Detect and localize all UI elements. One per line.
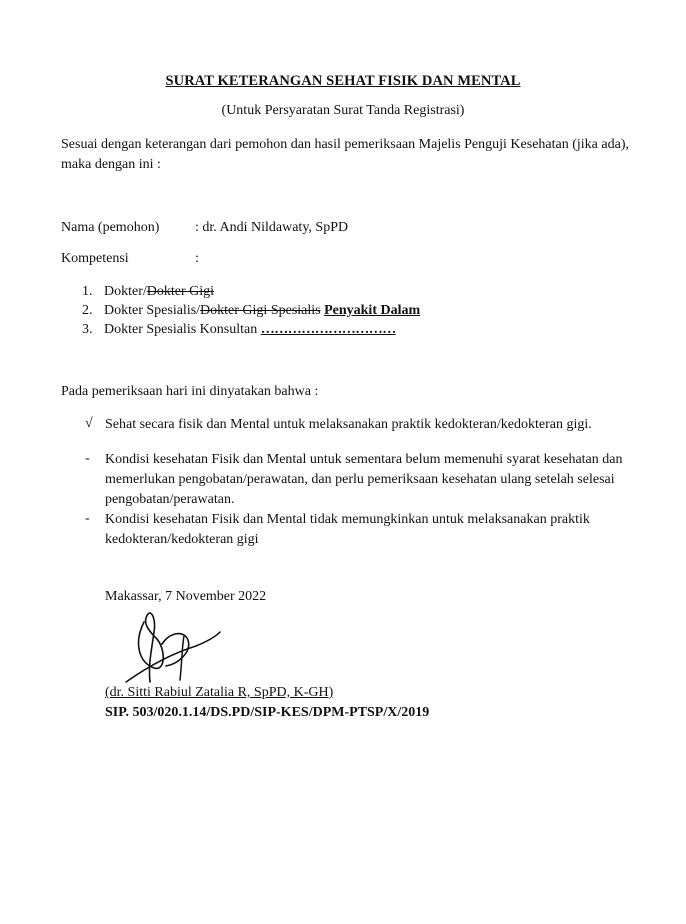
signer-name: (dr. Sitti Rabiul Zatalia R, SpPD, K-GH) [105,685,334,700]
applicant-name-value: : dr. Andi Nildawaty, SpPD [195,220,349,235]
list-number: 1. [82,284,93,299]
list-item [82,283,214,301]
intro-paragraph: Sesuai dengan keterangan dari pemohon dan hasil pemeriksaan Majelis Penguji Kesehatan (jika ada), maka dengan ini : [61,137,629,172]
applicant-name-label: Nama (pemohon) [61,220,160,235]
list-text: Dokter Spesialis/ [104,303,201,318]
competence-colon: : [195,251,199,266]
specialty-text: Penyakit Dalam [324,303,421,318]
list-number: 3. [82,322,93,337]
list-text: Dokter/ [104,284,147,299]
dash-marker: - [85,511,90,526]
statement-intro: Pada pemeriksaan hari ini dinyatakan bahwa : [61,384,319,399]
signature-image [122,602,232,688]
statement-text: Sehat secara fisik dan Mental untuk melaksanakan praktik kedokteran/kedokteran gigi. [105,417,592,432]
check-icon: √ [85,416,93,431]
sip-number: SIP. 503/020.1.14/DS.PD/SIP-KES/DPM-PTSP/X/2019 [105,705,430,720]
competence-label: Kompetensi [61,251,129,266]
dash-marker: - [85,451,90,466]
statement-text: Kondisi kesehatan Fisik dan Mental untuk sementara belum memenuhi syarat kesehatan dan memerlukan pengobatan/perawatan, dan perlu pemeriksaan kesehatan ulang setelah selesai pengobatan/perawatan. [105,452,623,507]
list-item [82,302,420,320]
list-number: 2. [82,303,93,318]
document-title: SURAT KETERANGAN SEHAT FISIK DAN MENTAL [165,73,521,89]
list-item [82,321,396,339]
list-text: Dokter Spesialis Konsultan [104,322,258,337]
blank-dots: ………………………… [260,322,396,337]
statement-text: Kondisi kesehatan Fisik dan Mental tidak memungkinkan untuk melaksanakan praktik kedokteran/kedokteran gigi [105,512,590,547]
place-date: Makassar, 7 November 2022 [105,589,267,604]
struck-text: Dokter Gigi Spesialis [200,303,321,318]
document-subtitle: (Untuk Persyaratan Surat Tanda Registrasi) [221,103,465,118]
struck-text: Dokter Gigi [146,284,215,299]
